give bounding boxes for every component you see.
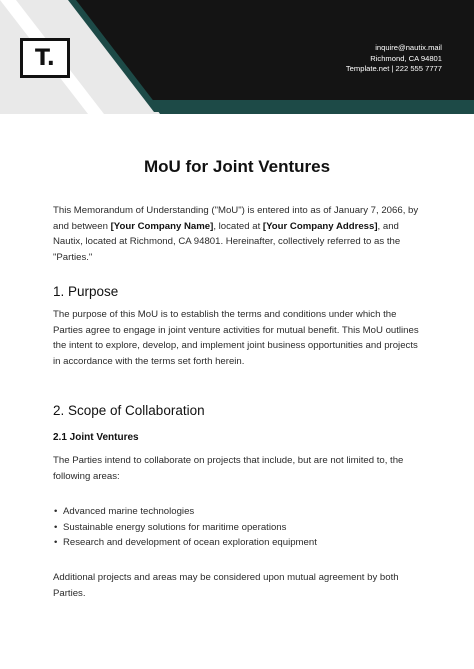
scope-heading: 2. Scope of Collaboration	[53, 403, 205, 418]
list-item: • Sustainable energy solutions for maritime operations	[53, 520, 425, 536]
intro-paragraph-block	[53, 203, 425, 265]
template-logo-icon	[20, 38, 70, 78]
contact-address: Richmond, CA 94801	[370, 53, 442, 63]
document-header	[0, 0, 474, 114]
purpose-section	[53, 284, 425, 299]
collaboration-areas-list	[53, 504, 425, 551]
intro-text-3: , and Nautix, located at Richmond, CA 94801. Hereinafter, collectively referred to as the "Parties."	[53, 220, 401, 263]
contact-website-phone: Template.net | 222 555 7777	[345, 64, 442, 73]
purpose-heading: 1. Purpose	[53, 284, 119, 299]
contact-block	[346, 43, 442, 75]
company-address-placeholder: [Your Company Address]	[262, 220, 378, 232]
scope-section	[53, 403, 425, 418]
purpose-paragraph: The purpose of this MoU is to establish the terms and conditions under which the Parties agree to engage in joint venture activities for mutual benefit. This MoU outlines the intent to explore, develop, and implement joint business opportunities and projects in accordance with the terms set forth herein.	[53, 309, 419, 367]
scope-closing-block	[53, 570, 425, 601]
company-name-placeholder: [Your Company Name]	[110, 220, 214, 232]
intro-paragraph	[53, 203, 425, 265]
scope-list-block	[53, 504, 425, 551]
intro-text-1: This Memorandum of Understanding ("MoU") is entered into as of January 7, 2066, by and between	[53, 205, 419, 232]
joint-ventures-subheading: 2.1 Joint Ventures	[53, 432, 139, 443]
list-item: • Advanced marine technologies	[53, 504, 425, 520]
contact-email: inquire@nautix.mail	[375, 43, 442, 52]
intro-text-2: , located at	[213, 220, 263, 232]
teal-band	[150, 100, 474, 114]
scope-intro-block	[53, 453, 425, 484]
document-title: MoU for Joint Ventures	[143, 157, 331, 176]
scope-subsection	[53, 432, 425, 443]
scope-closing-paragraph: Additional projects and areas may be considered upon mutual agreement by both Parties.	[53, 572, 399, 599]
logo-text: T.	[34, 45, 56, 71]
purpose-body	[53, 307, 425, 369]
scope-intro-paragraph: The Parties intend to collaborate on projects that include, but are not limited to, the following areas:	[53, 455, 404, 482]
list-item: • Research and development of ocean exploration equipment	[53, 535, 425, 551]
